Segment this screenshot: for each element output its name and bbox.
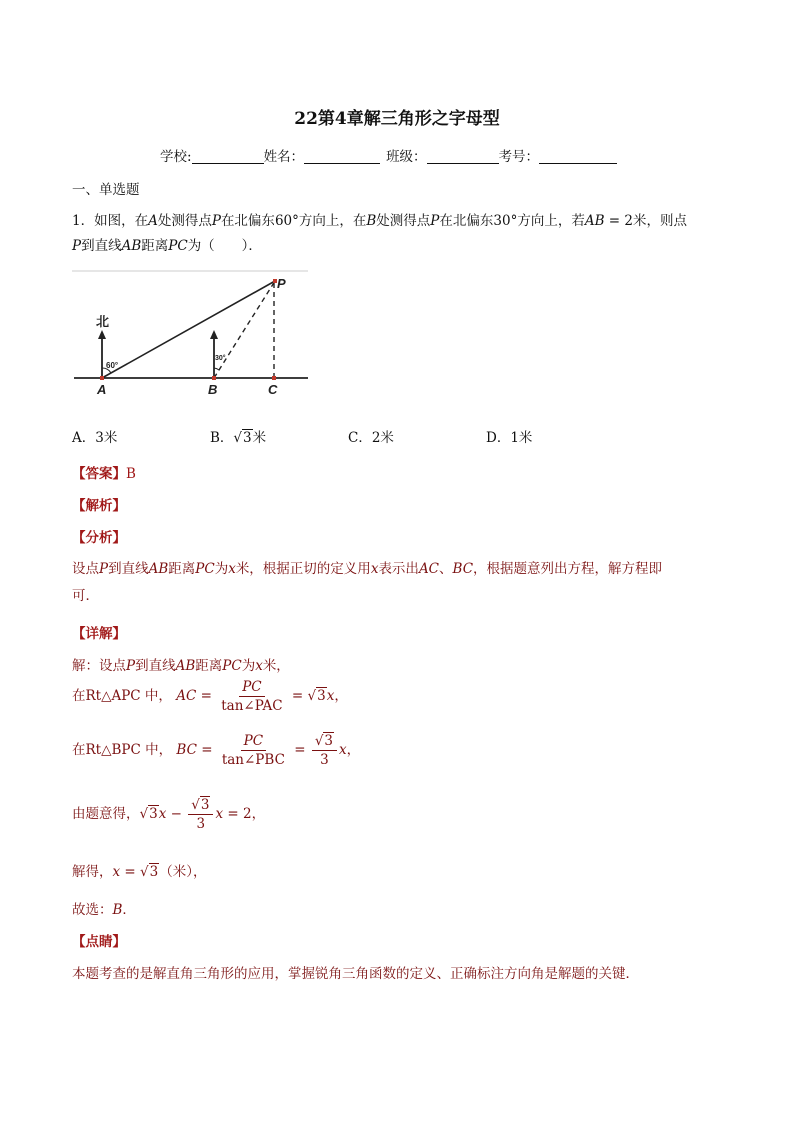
comment-heading: 【点睛】 — [72, 934, 126, 950]
detail-line-1: 解：设点P到直线AB距离PC为x米， — [72, 658, 290, 674]
label-b: B — [208, 382, 218, 397]
detail-line-3: 在Rt△BPC 中， BC = $\frac{PC}{\text{tan∠PBC}}$ = $\frac{√3}{3}$ x， — [72, 733, 361, 768]
fraction-sqrt3-over-3: $\frac{√3}{3}$ — [312, 732, 337, 769]
label-c: C — [268, 382, 278, 397]
name-blank — [304, 149, 380, 164]
point-a-marker — [100, 376, 104, 380]
school-label: 学校: — [160, 149, 192, 165]
name-label: 姓名： — [263, 149, 305, 165]
option-d[interactable]: D．1米 — [486, 430, 533, 446]
label-a: A — [97, 382, 107, 397]
answer-line: 【答案】B — [72, 466, 136, 482]
north-arrowhead-a — [98, 330, 106, 339]
angle-label-30: 30° — [215, 355, 226, 362]
fraction-pc-over-tan-pac: $\frac{PC}{\text{tan∠PAC}}$ — [221, 679, 283, 714]
exam-no-blank — [539, 149, 617, 164]
point-b-marker — [212, 376, 216, 380]
line-ap — [102, 281, 275, 378]
page-title: 22第4章解三角形之字母型 — [294, 109, 500, 129]
label-p: P — [277, 276, 286, 291]
question-number: 1． — [72, 213, 95, 229]
class-blank — [427, 149, 499, 164]
north-arrowhead-b — [210, 330, 218, 339]
question-1: 1．如图，在A处测得点P在北偏东60°方向上，在B处测得点P在北偏东30°方向上，若AB = 2米，则点 P到直线AB距离PC为（ ）． — [72, 213, 687, 254]
question-figure — [72, 268, 312, 400]
detail-line-4: 由题意得，√3x − $\frac{√3}{3}$ x = 2， — [72, 797, 266, 832]
line-bp-dashed — [214, 281, 275, 378]
detail-heading: 【详解】 — [72, 626, 126, 642]
option-a[interactable]: A．3米 — [72, 430, 118, 446]
fraction-pc-over-tan-pbc: $\frac{PC}{\text{tan∠PBC}}$ — [221, 733, 285, 768]
detail-line-5: 解得，x = √3（米）， — [72, 864, 207, 880]
analysis-heading: 【解析】 — [72, 498, 126, 514]
exam-no-label: 考号： — [498, 149, 540, 165]
detail-line-6: 故选：B． — [72, 902, 136, 918]
student-info-line — [160, 145, 617, 165]
fenxi-text: 设点P到直线AB距离PC为x米，根据正切的定义用x表示出AC、BC，根据题意列出方程，解方程即 可． — [72, 561, 663, 604]
section-heading: 一、单选题 — [72, 182, 140, 198]
detail-line-2: 在Rt△APC 中， AC = $\frac{PC}{\text{tan∠PAC}}$ = √3x， — [72, 679, 348, 714]
angle-label-60: 60° — [106, 361, 119, 370]
option-c[interactable]: C．2米 — [348, 430, 394, 446]
fraction-sqrt3-over-3-b: $\frac{√3}{3}$ — [188, 796, 213, 833]
class-label: 班级： — [386, 149, 427, 165]
fenxi-heading: 【分析】 — [72, 530, 126, 546]
north-label: 北 — [96, 314, 110, 329]
school-blank — [192, 149, 264, 164]
option-b[interactable]: B．√3米 — [210, 430, 267, 446]
point-c-marker — [272, 376, 276, 380]
comment-text: 本题考查的是解直角三角形的应用，掌握锐角三角函数的定义、正确标注方向角是解题的关键． — [72, 966, 639, 982]
